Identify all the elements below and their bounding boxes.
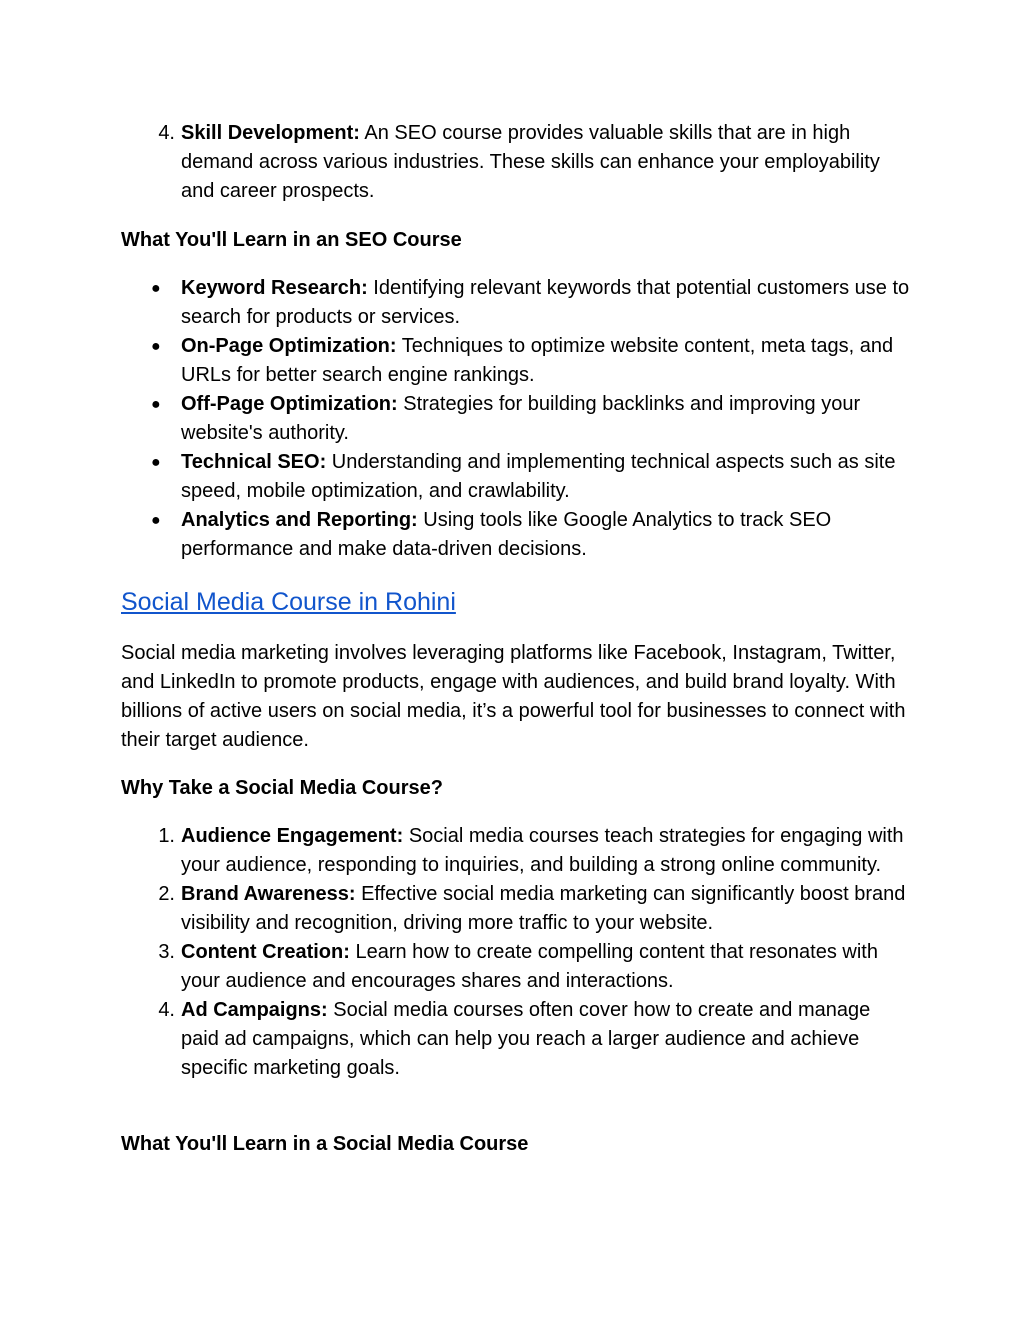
list-item-text: Learn how to create compelling content that resonates with your audience and encourages shares and interactions. [181,941,878,992]
seo-learn-heading: What You'll Learn in an SEO Course [121,229,462,251]
list-number: 4. [158,999,175,1021]
list-item-text: Using tools like Google Analytics to track SEO performance and make data-driven decisions. [181,509,832,560]
list-item-text: An SEO course provides valuable skills that are in high demand across various industries. These skills can enhance your employability and career prospects. [181,122,880,202]
list-number: 3. [158,941,175,963]
list-item [121,448,911,506]
social-why-list [121,822,911,1083]
list-item [121,274,911,332]
list-item-term: Audience Engagement: [181,825,404,847]
list-item-term: Content Creation: [181,941,350,963]
social-media-course-link[interactable]: Social Media Course in Rohini [121,588,456,616]
list-item-text: Social media courses teach strategies for engaging with your audience, responding to inquiries, and building a strong online community. [181,825,904,876]
list-item [121,996,911,1083]
list-item [121,822,911,880]
list-item-term: Analytics and Reporting: [181,509,418,531]
list-number: 2. [158,883,175,905]
bullet-marker: ● [151,280,161,297]
list-item-text: Understanding and implementing technical aspects such as site speed, mobile optimization, and crawlability. [181,451,896,502]
list-item [121,332,911,390]
social-media-intro-paragraph: Social media marketing involves leveraging platforms like Facebook, Instagram, Twitter, and LinkedIn to promote products, engage with audiences, and build brand loyalty. With billions of active users on social media, it’s a powerful tool for businesses to connect with their target audience. [121,642,906,751]
list-item-term: Ad Campaigns: [181,999,328,1021]
seo-benefits-list [121,119,911,206]
list-number: 1. [158,825,175,847]
list-item-text: Strategies for building backlinks and improving your website's authority. [181,393,861,444]
list-item-term: Off-Page Optimization: [181,393,398,415]
list-item-text: Effective social media marketing can significantly boost brand visibility and recognition, driving more traffic to your website. [181,883,906,934]
list-item-term: Skill Development: [181,122,360,144]
social-learn-heading: What You'll Learn in a Social Media Course [121,1133,529,1155]
list-item [121,119,911,206]
bullet-marker: ● [151,512,161,529]
list-item-text: Identifying relevant keywords that potential customers use to search for products or services. [181,277,910,328]
social-why-heading: Why Take a Social Media Course? [121,777,443,799]
list-item-term: Technical SEO: [181,451,327,473]
list-number: 4. [158,122,175,144]
list-item [121,390,911,448]
list-item-text: Social media courses often cover how to create and manage paid ad campaigns, which can help you reach a larger audience and achieve specific marketing goals. [181,999,871,1079]
list-item [121,938,911,996]
list-item-term: On-Page Optimization: [181,335,397,357]
list-item-term: Brand Awareness: [181,883,356,905]
list-item-text: Techniques to optimize website content, meta tags, and URLs for better search engine rankings. [181,335,894,386]
bullet-marker: ● [151,396,161,413]
seo-learn-list [121,274,911,564]
bullet-marker: ● [151,454,161,471]
list-item [121,506,911,564]
list-item [121,880,911,938]
bullet-marker: ● [151,338,161,355]
list-item-term: Keyword Research: [181,277,368,299]
